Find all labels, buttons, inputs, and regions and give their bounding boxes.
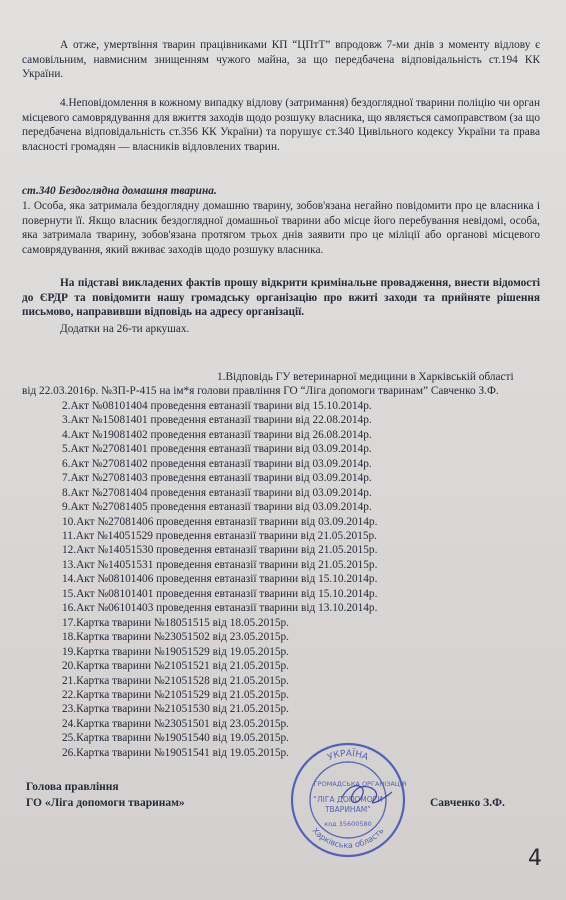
annex-item: 1.Відповідь ГУ ветеринарної медицини в Харківській області від 22.03.2016р. №ЗП-Р-415 на ім*я голови правління ГО “Ліга допомоги тваринам” Савченко З.Ф. <box>22 371 514 398</box>
annex-item: 8.Акт №27081404 проведення евтаназії тварини від 03.09.2014р. <box>62 486 372 499</box>
annex-item: 23.Картка тварини №21051530 від 21.05.2015р. <box>62 703 290 716</box>
annex-item: 6.Акт №27081402 проведення евтаназії тварини від 03.09.2014р. <box>62 457 372 470</box>
annex-item: 17.Картка тварини №18051515 від 18.05.2015р. <box>62 616 290 629</box>
annex-item: 2.Акт №08101404 проведення евтаназії тварини від 15.10.2014р. <box>62 399 372 412</box>
annex-item: 19.Картка тварини №19051529 від 19.05.2015р. <box>62 645 290 658</box>
paragraph-point-4: 4.Неповідомлення в кожному випадку відлову (затримання) бездоглядної тварини поліцію чи орган місцевого самоврядування для вжиття заходів щодо розшуку власника, що являється самоправством (за що передбачена відповідальність ст.356 КК України) та порушує ст.340 Цивільного кодексу України та права власності громадян — власників відловлених тварин. <box>22 97 540 153</box>
annex-item: 3.Акт №15081401 проведення евтаназії тварини від 22.08.2014р. <box>62 414 372 427</box>
stamp-center-text-2: ТВАРИНАМ” <box>324 805 372 814</box>
stamp-top-text: УКРАЇНА <box>326 748 370 763</box>
stamp-ring-text: ГРОМАДСЬКА ОРГАНІЗАЦІЯ <box>313 780 407 788</box>
annex-item: 9.Акт №27081405 проведення евтаназії тварини від 03.09.2014р. <box>62 501 372 514</box>
annex-item: 22.Картка тварини №21051529 від 21.05.2015р. <box>62 688 290 701</box>
signatory-title: Голова правління <box>26 781 119 793</box>
signatory-name: Савченко З.Ф. <box>430 797 505 809</box>
annex-item: 14.Акт №08101406 проведення евтаназії тварини від 15.10.2014р. <box>62 573 378 586</box>
annex-list <box>22 370 522 760</box>
annex-item: 7.Акт №27081403 проведення евтаназії тварини від 03.09.2014р. <box>62 472 372 485</box>
law-article-text: 1. Особа, яка затримала бездоглядну домашню тварину, зобов'язана негайно повідомити про це власника і повернути її. Якщо власник бездоглядної домашньої тварини або місце його перебування невідомі, особа, яка затримала тварину, зобов'язана протягом трьох днів заявити про це міліції або органові місцевого самоврядування, який вживає заходів щодо розшуку власника. <box>22 200 540 256</box>
signatory-organization: ГО «Ліга допомоги тваринам» <box>26 797 185 809</box>
annex-item: 26.Картка тварини №19051541 від 19.05.2015р. <box>62 746 290 759</box>
paragraph-conclusion: А отже, умертвіння тварин працівниками КП “ЦПтТ” впродовж 7-ми днів з моменту відлову є самовільним, навмисним знищенням чужого майна, за що передбачена відповідальність ст.194 КК України. <box>22 39 540 81</box>
stamp-center-text-1: “ЛІГА ДОПОМОГИ <box>313 795 383 804</box>
page-number: 4 <box>528 846 542 871</box>
annex-item: 10.Акт №27081406 проведення евтаназії тварини від 03.09.2014р. <box>62 515 378 528</box>
annex-header: Додатки на 26-ти аркушах. <box>60 323 190 335</box>
stamp-bottom-text: Харківська область <box>310 826 386 851</box>
request-paragraph: На підставі викладених фактів прошу відкрити кримінальне провадження, внести відомості до ЄРДР та повідомити нашу громадську організацію про вжиті заходи та прийняте рішення письмово, направивши відповідь на адресу організації. <box>22 277 540 319</box>
annex-item: 18.Картка тварини №23051502 від 23.05.2015р. <box>62 631 290 644</box>
stamp-code-text: код 35600580 <box>324 820 372 828</box>
annex-item: 25.Картка тварини №19051540 від 19.05.2015р. <box>62 732 290 745</box>
annex-item: 4.Акт №19081402 проведення евтаназії тварини від 26.08.2014р. <box>62 428 372 441</box>
annex-item: 15.Акт №08101401 проведення евтаназії тварини від 15.10.2014р. <box>62 587 378 600</box>
annex-item: 13.Акт №14051531 проведення евтаназії тварини від 21.05.2015р. <box>62 558 378 571</box>
organization-stamp <box>288 740 408 860</box>
annex-item: 20.Картка тварини №21051521 від 21.05.2015р. <box>62 660 290 673</box>
annex-item: 24.Картка тварини №23051501 від 23.05.2015р. <box>62 717 290 730</box>
annex-item: 21.Картка тварини №21051528 від 21.05.2015р. <box>62 674 290 687</box>
annex-item: 11.Акт №14051529 проведення евтаназії тварини від 21.05.2015р. <box>62 529 377 542</box>
annex-item: 12.Акт №14051530 проведення евтаназії тварини від 21.05.2015р. <box>62 544 378 557</box>
law-article-title: ст.340 Бездоглядна домашня тварина. <box>22 185 217 197</box>
annex-item: 16.Акт №06101403 проведення евтаназії тварини від 13.10.2014р. <box>62 602 378 615</box>
annex-item: 5.Акт №27081401 проведення евтаназії тварини від 03.09.2014р. <box>62 443 372 456</box>
